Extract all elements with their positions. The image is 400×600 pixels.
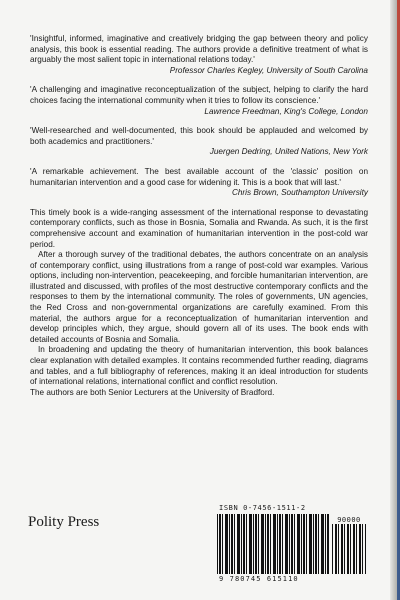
addon-number: 90000 (337, 516, 361, 524)
review-quote (30, 85, 368, 117)
publisher-name: Polity Press (28, 514, 100, 530)
quote-attribution: Lawrence Freedman, King's College, London (204, 106, 368, 116)
author-note: The authors are both Senior Lecturers at the University of Bradford. (30, 387, 275, 397)
book-spine-edge (390, 0, 400, 600)
review-quote (30, 126, 368, 158)
quote-attribution: Juergen Dedring, United Nations, New York (209, 147, 368, 157)
review-quote (30, 34, 368, 76)
quote-text: 'A challenging and imaginative reconceptualization of the subject, helping to clarify the hard choices facing the international community when it tries to follow its conscience.' (30, 85, 368, 105)
quote-text: 'A remarkable achievement. The best available account of the 'classic' position on humanitarian intervention and a good case for widening it. This is a book that will last.' (30, 166, 368, 187)
description-paragraph: After a thorough survey of the traditional debates, the authors concentrate on an analysis of contemporary conflict, using illustrations from a range of post-cold war examples. Various options, including non-intervention, peacekeeping, and forcible humanitarian intervention, are illustrated and discussed, with profiles of the most destructive contemporary conflicts and the responses to them by the international community. The roles of governments, UN agencies, the Red Cross and non-governmental organizations are carefully examined. From this material, the authors argue for a reconceptualization of humanitarian intervention and develop principles which, they argue, should govern all of its uses. The book ends with detailed accounts of Bosnia and Somalia. (30, 250, 368, 344)
quote-attribution: Chris Brown, Southampton University (231, 188, 368, 198)
book-description (30, 208, 368, 399)
cover-text (30, 34, 368, 398)
quote-text: 'Well-researched and well-documented, this book should be applauded and welcomed by both academics and practitioners.' (30, 126, 368, 146)
description-paragraph: This timely book is a wide-ranging assessment of the international response to devastating contemporary conflicts, such as those in Bosnia, Somalia and Rwanda. As such, it is the first comprehensive account and examination of humanitarian intervention in the post-cold war period. (30, 207, 368, 249)
review-quote (30, 167, 368, 199)
price-addon (332, 516, 366, 574)
isbn-label: ISBN 0-7456-1511-2 (219, 504, 306, 512)
ean-barcode (217, 514, 329, 574)
quote-attribution: Professor Charles Kegley, University of South Carolina (169, 65, 368, 75)
addon-barcode (332, 524, 366, 574)
barcode-row (217, 514, 369, 574)
isbn-barcode-block (217, 504, 369, 583)
description-paragraph: In broadening and updating the theory of humanitarian intervention, this book balances clear explanation with detailed examples. It contains recommended further reading, diagrams and tables, and a full bibliography of references, making it an ideal introduction for students of international relations, international conflict and conflict resolution. (30, 345, 368, 387)
quote-text: 'Insightful, informed, imaginative and creatively bridging the gap between theory and policy analysis, this book is essential reading. The authors provide a definitive treatment of what is arguably the most salient topic in international relations today.' (30, 34, 368, 65)
barcode-digits: 9 780745 615110 (219, 575, 299, 583)
